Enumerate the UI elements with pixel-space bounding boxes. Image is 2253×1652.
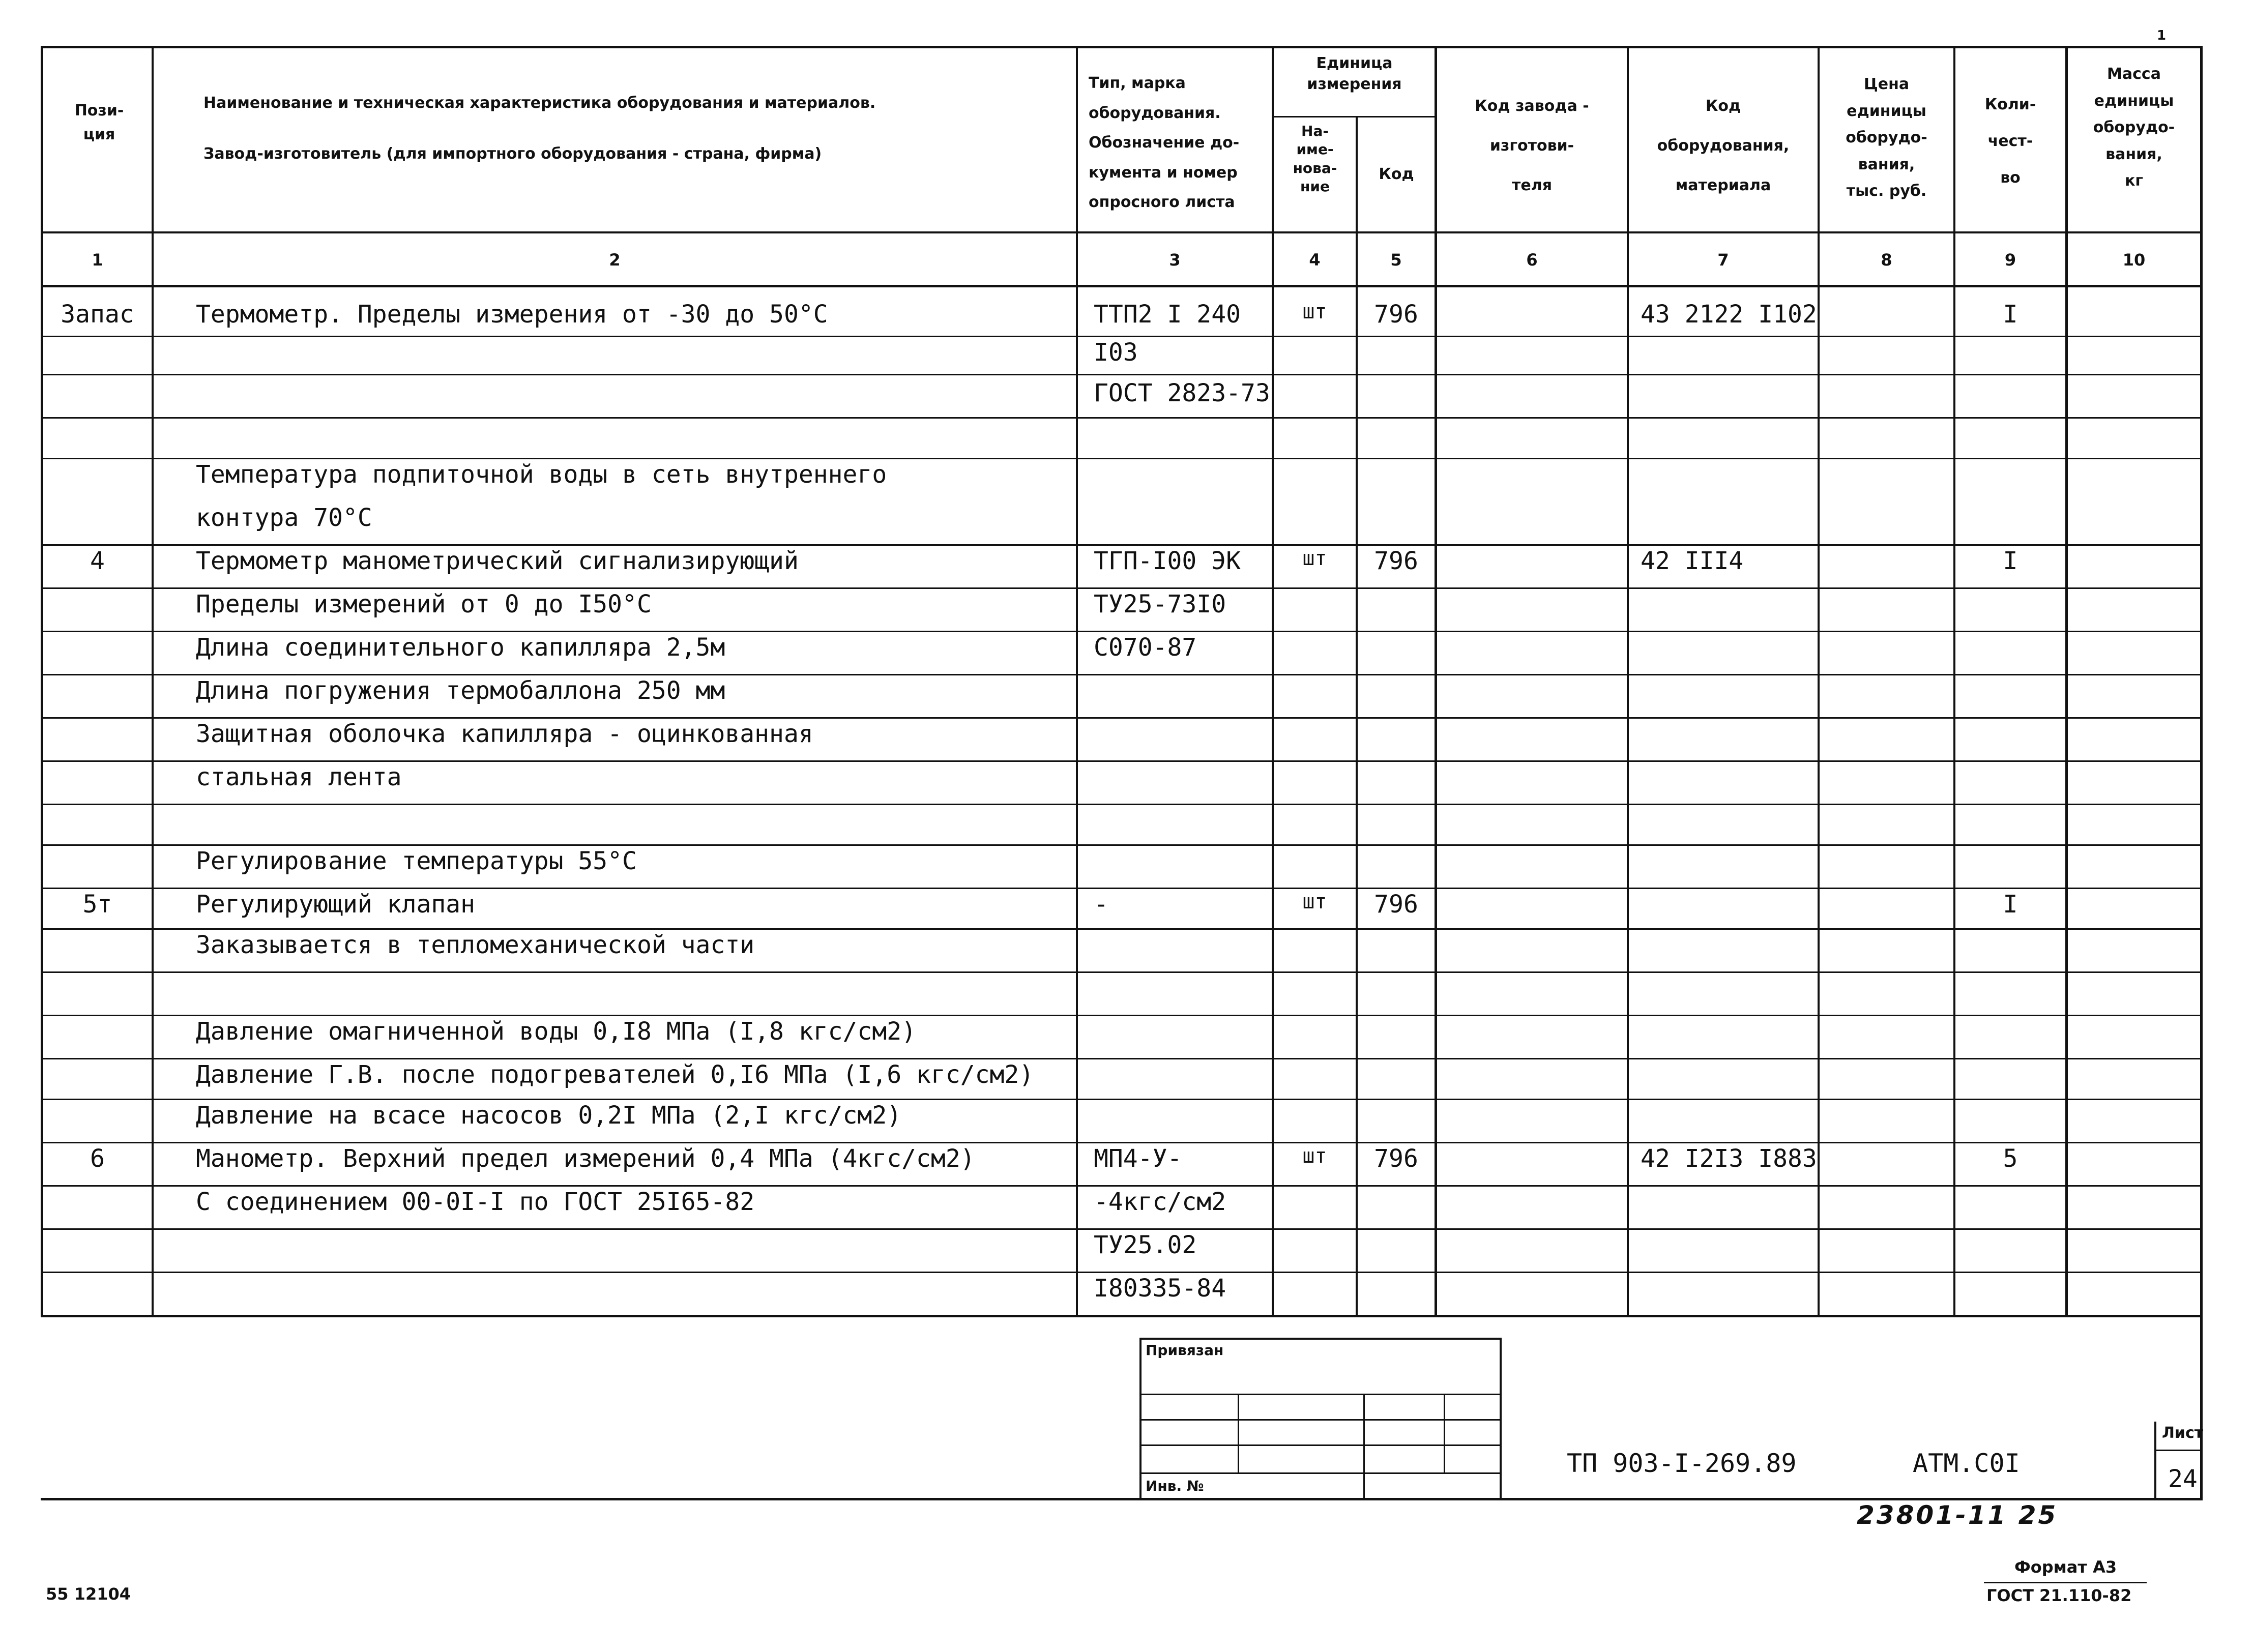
row-qty: I <box>2003 547 2018 575</box>
row-mat: 42 I2I3 I883 <box>1641 1144 1817 1173</box>
header-maker-code: Код завода - изготови- теля <box>1475 97 1589 194</box>
row-name: Регулирование температуры 55°С <box>196 847 637 875</box>
row-qty: I <box>2003 300 2018 329</box>
header-unit-name: На- име- нова- ние <box>1293 123 1337 195</box>
column-number: 8 <box>1881 250 1892 270</box>
footer-left-code: 55 12104 <box>46 1584 131 1604</box>
sheet-label: Лист <box>2162 1424 2204 1442</box>
row-name: Термометр. Пределы измерения от -30 до 50°С <box>196 300 828 329</box>
row-name: контура 70°С <box>196 504 372 532</box>
row-qty: I <box>2003 890 2018 919</box>
row-code: 796 <box>1374 547 1418 575</box>
row-type: ТУ25-73I0 <box>1094 590 1226 618</box>
row-name: Заказывается в тепломеханической части <box>196 931 755 959</box>
row-type: ТУ25.02 <box>1094 1231 1197 1259</box>
row-type: ТТП2 I 240 <box>1094 300 1241 329</box>
bound-label: Привязан <box>1146 1342 1224 1359</box>
column-number: 9 <box>2004 250 2016 270</box>
row-pos: 6 <box>90 1144 105 1173</box>
sheet-number: 24 <box>2168 1465 2198 1493</box>
column-number: 2 <box>609 250 621 270</box>
row-name: Манометр. Верхний предел измерений 0,4 МПа (4кгс/см2) <box>196 1144 975 1173</box>
column-number: 4 <box>1309 250 1321 270</box>
header-type: Тип, марка оборудования. Обозначение до- кумента и номер опросного листа <box>1089 74 1240 211</box>
row-name: Температура подпиточной воды в сеть внутреннего <box>196 460 887 489</box>
footer-gost: ГОСТ 21.110-82 <box>1986 1586 2132 1605</box>
row-type: МП4-У- <box>1094 1144 1182 1173</box>
row-name: Термометр манометрический сигнализирующий <box>196 547 799 575</box>
header-unit-code: Код <box>1379 165 1414 183</box>
header-material-code: Код оборудования, материала <box>1657 97 1790 194</box>
row-qty: 5 <box>2003 1144 2018 1173</box>
row-mat: 43 2122 I102 <box>1641 300 1817 329</box>
page-mark: 1 <box>2157 28 2167 43</box>
column-number: 6 <box>1526 250 1538 270</box>
column-number: 5 <box>1390 250 1402 270</box>
row-name: Регулирующий клапан <box>196 890 476 919</box>
header-position: Пози- ция <box>74 102 124 143</box>
row-mat: 42 III4 <box>1641 547 1744 575</box>
row-name: Давление Г.В. после подогревателей 0,I6 МПа (I,6 кгс/см2) <box>196 1060 1034 1089</box>
row-unit: шт <box>1302 1144 1327 1168</box>
column-number: 1 <box>92 250 103 270</box>
row-name: стальная лента <box>196 763 402 791</box>
row-unit: шт <box>1302 890 1327 913</box>
row-name: С соединением 00-0I-I по ГОСТ 25I65-82 <box>196 1188 755 1216</box>
row-unit: шт <box>1302 547 1327 570</box>
handwritten-number: 23801-11 25 <box>1857 1500 2058 1530</box>
header-price: Цена единицы оборудо- вания, тыс. руб. <box>1846 75 1927 200</box>
row-pos: 4 <box>90 547 105 575</box>
header-quantity: Коли- чест- во <box>1984 96 2036 187</box>
column-number: 10 <box>2122 250 2146 270</box>
row-code: 796 <box>1374 300 1418 329</box>
row-type: -4кгс/см2 <box>1094 1188 1226 1216</box>
row-type: I80335-84 <box>1094 1274 1226 1303</box>
row-name: Длина соединительного капилляра 2,5м <box>196 633 725 662</box>
doc-mark: АТМ.С0I <box>1913 1449 2020 1478</box>
row-name: Давление омагниченной воды 0,I8 МПа (I,8 кгс/см2) <box>196 1017 917 1046</box>
row-unit: шт <box>1302 300 1327 323</box>
row-pos: Запас <box>61 300 134 329</box>
row-name: Длина погружения термобаллона 250 мм <box>196 676 725 705</box>
column-number: 7 <box>1717 250 1729 270</box>
row-type: ТГП-I00 ЭК <box>1094 547 1241 575</box>
footer-format: Формат А3 <box>2014 1557 2117 1577</box>
row-type: ГОСТ 2823-73 <box>1094 379 1270 407</box>
row-name: Пределы измерений от 0 до I50°С <box>196 590 652 618</box>
row-type: I03 <box>1094 338 1138 367</box>
row-code: 796 <box>1374 1144 1418 1173</box>
row-pos: 5т <box>82 890 112 919</box>
row-code: 796 <box>1374 890 1418 919</box>
inventory-label: Инв. № <box>1146 1478 1204 1494</box>
doc-code: ТП 903-I-269.89 <box>1567 1449 1797 1478</box>
header-mass: Масса единицы оборудо- вания, кг <box>2093 65 2175 190</box>
header-name-line1: Наименование и техническая характеристика оборудования и материалов. <box>203 94 876 112</box>
row-name: Давление на всасе насосов 0,2I МПа (2,I кгс/см2) <box>196 1101 902 1130</box>
row-name: Защитная оболочка капилляра - оцинкованная <box>196 720 813 748</box>
header-unit: Единица измерения <box>1307 54 1402 93</box>
row-type: - <box>1094 890 1108 919</box>
header-name-line2: Завод-изготовитель (для импортного оборудования - страна, фирма) <box>203 145 822 163</box>
row-type: С070-87 <box>1094 633 1197 662</box>
column-number: 3 <box>1169 250 1181 270</box>
